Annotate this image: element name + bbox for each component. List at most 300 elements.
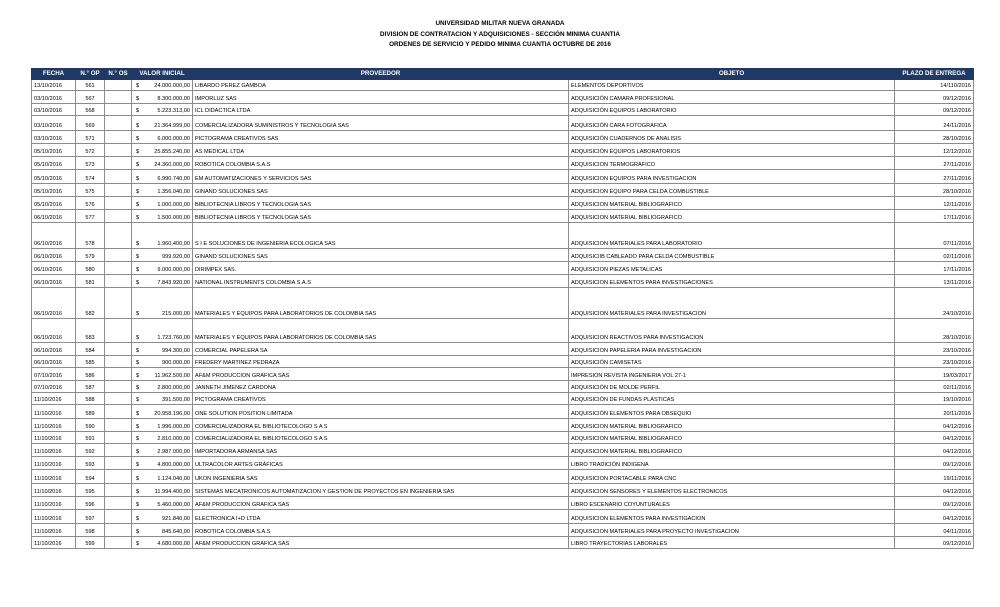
currency-symbol: $ — [136, 254, 140, 260]
valor-amount: 5.223.313,00 — [157, 108, 190, 114]
cell-plazo: 17/11/2016 — [895, 210, 974, 223]
valor-amount: 5.460.000,00 — [157, 502, 190, 508]
currency-symbol: $ — [136, 529, 140, 535]
cell-valor — [132, 497, 193, 510]
cell-valor — [132, 262, 193, 275]
cell-plazo: 19/03/2017 — [895, 368, 974, 381]
cell-fecha: 06/10/2016 — [32, 356, 76, 368]
cell-fecha: 11/10/2016 — [32, 470, 76, 484]
cell-valor — [132, 131, 193, 144]
currency-symbol: $ — [136, 373, 140, 379]
cell-proveedor: COMERCIALIZADORA SUMINISTROS Y TECNOLOGIA SAS — [193, 116, 569, 131]
valor-amount: 8.300.000,00 — [157, 96, 190, 102]
cell-os — [105, 524, 132, 537]
cell-op: 577 — [76, 210, 105, 223]
cell-fecha: 06/10/2016 — [32, 319, 76, 343]
cell-os — [105, 288, 132, 319]
cell-os — [105, 393, 132, 405]
column-header-objeto: OBJETO — [569, 69, 895, 80]
cell-proveedor: IMPORLUZ SAS — [193, 91, 569, 104]
valor-amount: 999.920,00 — [162, 254, 190, 260]
valor-amount: 24.360.000,00 — [154, 162, 190, 168]
document-header — [0, 19, 1000, 51]
valor-amount: 900.000,00 — [162, 360, 190, 366]
cell-op: 584 — [76, 343, 105, 356]
cell-objeto: ADQUISICION SENSORES Y ELEMENTOS ELECTRONICOS — [569, 484, 895, 497]
cell-plazo: 04/12/2016 — [895, 419, 974, 432]
cell-objeto: ADQUISICION MATERIAL BIBLIOGRAFICO — [569, 444, 895, 457]
cell-os — [105, 444, 132, 457]
table-row — [32, 223, 974, 249]
cell-valor — [132, 197, 193, 210]
cell-op: 571 — [76, 131, 105, 144]
valor-amount: 1.356.040,00 — [157, 189, 190, 195]
cell-proveedor: EM AUTOMATIZACIONES Y SERVICIOS SAS — [193, 170, 569, 184]
cell-op: 581 — [76, 275, 105, 288]
table-row — [32, 197, 974, 210]
valor-amount: 1.124.040,00 — [157, 476, 190, 482]
cell-plazo: 09/12/2016 — [895, 497, 974, 510]
cell-op: 574 — [76, 170, 105, 184]
currency-symbol: $ — [136, 411, 140, 417]
cell-fecha: 11/10/2016 — [32, 524, 76, 537]
cell-valor — [132, 80, 193, 91]
currency-symbol: $ — [136, 96, 140, 102]
cell-os — [105, 249, 132, 262]
table-row — [32, 116, 974, 131]
currency-symbol: $ — [136, 424, 140, 430]
cell-objeto: ADQUISICIÓN ELEMENTOS PARA OBSEQUIO — [569, 405, 895, 419]
table-row — [32, 524, 974, 537]
cell-fecha: 07/10/2016 — [32, 368, 76, 381]
cell-os — [105, 537, 132, 549]
cell-objeto: ADQUISICION MATERIALES PARA LABORATORIO — [569, 223, 895, 249]
cell-fecha: 03/10/2016 — [32, 131, 76, 144]
cell-op: 585 — [76, 356, 105, 368]
valor-amount: 1.000.000,00 — [157, 202, 190, 208]
table-row — [32, 470, 974, 484]
cell-fecha: 05/10/2016 — [32, 157, 76, 170]
cell-proveedor: ROBOTICA COLOMBIA S.A.S — [193, 157, 569, 170]
cell-fecha: 13/10/2016 — [32, 80, 76, 91]
cell-objeto: ADQUISICION PIEZAS METALICAS — [569, 262, 895, 275]
cell-objeto: ADQUISICIÓN CUADERNOS DE ANALISIS — [569, 131, 895, 144]
valor-amount: 21.364.999,00 — [154, 123, 190, 129]
column-header-os: N.° OS — [105, 69, 132, 80]
table-row — [32, 144, 974, 157]
currency-symbol: $ — [136, 311, 140, 317]
table-row — [32, 262, 974, 275]
cell-os — [105, 131, 132, 144]
cell-os — [105, 223, 132, 249]
cell-objeto: ADQUISICIIB CABLEADO PARA CELDA COMBUSTIBLE — [569, 249, 895, 262]
table-header-row — [32, 69, 974, 80]
cell-proveedor: NATIONAL INSTRUMENTS COLOMBIA S.A.S — [193, 275, 569, 288]
cell-proveedor: ONE SOLUTION POSITION LIMITADA — [193, 405, 569, 419]
cell-op: 598 — [76, 524, 105, 537]
cell-plazo: 17/11/2016 — [895, 262, 974, 275]
cell-proveedor: COMERCIALIZADORA EL BIBLIOTECOLOGO S A S — [193, 419, 569, 432]
cell-fecha: 11/10/2016 — [32, 444, 76, 457]
university-title: UNIVERSIDAD MILITAR NUEVA GRANADA — [435, 20, 565, 27]
cell-op: 586 — [76, 368, 105, 381]
valor-amount: 391.500,00 — [162, 397, 190, 403]
cell-os — [105, 419, 132, 432]
table-row — [32, 457, 974, 470]
cell-valor — [132, 405, 193, 419]
valor-amount: 1.996.000,00 — [157, 424, 190, 430]
cell-objeto: LIBRO TRADICIÓN INDIGENA — [569, 457, 895, 470]
valor-amount: 845.640,00 — [162, 529, 190, 535]
currency-symbol: $ — [136, 149, 140, 155]
cell-objeto: LIBRO TRAYECTORIAS LABORALES — [569, 537, 895, 549]
cell-fecha: 06/10/2016 — [32, 210, 76, 223]
cell-objeto: ADQUISICION MATERIALES PARA PROYECTO INVESTIGACION — [569, 524, 895, 537]
table-body — [32, 80, 974, 549]
valor-amount: 24.000.000,00 — [154, 83, 190, 89]
cell-os — [105, 210, 132, 223]
valor-amount: 1.723.760,00 — [157, 335, 190, 341]
cell-proveedor: BIBLIOTECNIA LIBROS Y TECNOLOGIA SAS — [193, 197, 569, 210]
cell-valor — [132, 249, 193, 262]
valor-amount: 7.843.920,00 — [157, 280, 190, 286]
cell-proveedor: ICL DIDACTICA LTDA — [193, 104, 569, 116]
cell-objeto: LIBRO ESCENARIO COYUNTURALES — [569, 497, 895, 510]
cell-valor — [132, 470, 193, 484]
cell-fecha: 11/10/2016 — [32, 405, 76, 419]
cell-op: 588 — [76, 393, 105, 405]
table-row — [32, 157, 974, 170]
cell-objeto: ADQUISICION TERMOGRAFICO — [569, 157, 895, 170]
cell-plazo: 23/10/2016 — [895, 343, 974, 356]
cell-fecha: 11/10/2016 — [32, 393, 76, 405]
table-row — [32, 405, 974, 419]
cell-proveedor: PICTOGRAMA CREATIVOS SAS — [193, 131, 569, 144]
currency-symbol: $ — [136, 476, 140, 482]
cell-plazo: 19/11/2016 — [895, 470, 974, 484]
cell-op: 582 — [76, 288, 105, 319]
valor-amount: 6.990.740,00 — [157, 176, 190, 182]
cell-os — [105, 170, 132, 184]
currency-symbol: $ — [136, 176, 140, 182]
cell-valor — [132, 343, 193, 356]
table-row — [32, 80, 974, 91]
cell-proveedor: GINAND SOLUCIONES SAS — [193, 249, 569, 262]
cell-fecha: 05/10/2016 — [32, 184, 76, 197]
cell-valor — [132, 223, 193, 249]
currency-symbol: $ — [136, 397, 140, 403]
cell-op: 576 — [76, 197, 105, 210]
cell-fecha: 06/10/2016 — [32, 223, 76, 249]
cell-objeto: ADQUISICION EQUIPO PARA CELDA COMBUSTIBLE — [569, 184, 895, 197]
currency-symbol: $ — [136, 241, 140, 247]
cell-plazo: 12/12/2016 — [895, 144, 974, 157]
cell-fecha: 11/10/2016 — [32, 457, 76, 470]
cell-plazo: 09/12/2016 — [895, 457, 974, 470]
cell-plazo: 20/11/2016 — [895, 405, 974, 419]
cell-op: 595 — [76, 484, 105, 497]
cell-plazo: 14/110/2016 — [895, 80, 974, 91]
cell-plazo: 09/12/2016 — [895, 537, 974, 549]
cell-op: 572 — [76, 144, 105, 157]
cell-plazo: 24/10/2016 — [895, 288, 974, 319]
cell-objeto: ADQUISICION EQUIPOS PARA INVESTIGACION — [569, 170, 895, 184]
table-row — [32, 210, 974, 223]
table-row — [32, 288, 974, 319]
valor-amount: 11.994.400,00 — [154, 489, 190, 495]
cell-os — [105, 484, 132, 497]
cell-proveedor: COMERCIALIZADORA EL BIBLIOTECOLOGO S A S — [193, 432, 569, 444]
cell-valor — [132, 356, 193, 368]
cell-op: 573 — [76, 157, 105, 170]
cell-fecha: 05/10/2016 — [32, 170, 76, 184]
cell-op: 580 — [76, 262, 105, 275]
table-row — [32, 537, 974, 549]
currency-symbol: $ — [136, 162, 140, 168]
cell-plazo: 02/11/2016 — [895, 249, 974, 262]
currency-symbol: $ — [136, 215, 140, 221]
cell-valor — [132, 184, 193, 197]
cell-valor — [132, 170, 193, 184]
currency-symbol: $ — [136, 108, 140, 114]
cell-op: 590 — [76, 419, 105, 432]
cell-fecha: 06/10/2016 — [32, 275, 76, 288]
valor-amount: 6.000.000,00 — [157, 136, 190, 142]
cell-fecha: 11/10/2016 — [32, 537, 76, 549]
cell-op: 589 — [76, 405, 105, 419]
cell-os — [105, 432, 132, 444]
cell-os — [105, 116, 132, 131]
cell-plazo: 02/11/2016 — [895, 381, 974, 393]
table-row — [32, 91, 974, 104]
column-header-fecha: FECHA — [32, 69, 76, 80]
cell-os — [105, 343, 132, 356]
valor-amount: 1.500.000,00 — [157, 215, 190, 221]
valor-amount: 921.840,00 — [162, 516, 190, 522]
currency-symbol: $ — [136, 83, 140, 89]
cell-proveedor: AF&M PRODUCCION GRAFICA SAS — [193, 497, 569, 510]
table-row — [32, 131, 974, 144]
cell-fecha: 11/10/2016 — [32, 510, 76, 524]
currency-symbol: $ — [136, 516, 140, 522]
cell-plazo: 09/12/2016 — [895, 91, 974, 104]
table-row — [32, 432, 974, 444]
cell-plazo: 04/11/2016 — [895, 524, 974, 537]
cell-plazo: 04/12/2016 — [895, 432, 974, 444]
cell-os — [105, 356, 132, 368]
currency-symbol: $ — [136, 385, 140, 391]
orders-table — [31, 68, 974, 549]
cell-fecha: 07/10/2016 — [32, 381, 76, 393]
cell-proveedor: GINAND SOLUCIONES SAS — [193, 184, 569, 197]
cell-objeto: ADQUISICIÓN CARA FOTOGRAFICA — [569, 116, 895, 131]
cell-os — [105, 405, 132, 419]
cell-fecha: 05/10/2016 — [32, 197, 76, 210]
division-title: DIVISION DE CONTRATACION Y ADQUISICIONES - SECCIÓN MINIMA CUANTIA — [379, 30, 621, 38]
cell-objeto: ADQUISICION PAPELERIA PARA INVESTIGACION — [569, 343, 895, 356]
table-row — [32, 368, 974, 381]
valor-amount: 20.958.196,00 — [154, 411, 190, 417]
currency-symbol: $ — [136, 502, 140, 508]
cell-proveedor: PICTOGRAMA CREATIVOS — [193, 393, 569, 405]
column-header-valor: VALOR INICIAL — [132, 69, 193, 80]
cell-proveedor: ELECTRONICA I+D LTDA — [193, 510, 569, 524]
cell-op: 579 — [76, 249, 105, 262]
cell-objeto: ADQUISICIÓN EQUIPOS LABORATORIO — [569, 104, 895, 116]
report-title: ORDENES DE SERVICIO Y PEDIDO MINIMA CUANTIA OCTUBRE DE 2016 — [389, 41, 611, 48]
column-header-proveedor: PROVEEDOR — [193, 69, 569, 80]
currency-symbol: $ — [136, 541, 140, 547]
cell-fecha: 11/10/2016 — [32, 419, 76, 432]
cell-fecha: 03/10/2016 — [32, 116, 76, 131]
valor-amount: 215.000,00 — [162, 311, 190, 317]
cell-proveedor: S I E SOLUCIONES DE INGENIERIA ECOLOGICA SAS — [193, 223, 569, 249]
cell-objeto: ADQUISICION REACTIVOS PARA INVESTIGACION — [569, 319, 895, 343]
valor-amount: 2.800.000,00 — [157, 385, 190, 391]
cell-op: 596 — [76, 497, 105, 510]
cell-plazo: 24/11/2016 — [895, 116, 974, 131]
table-row — [32, 510, 974, 524]
cell-fecha: 11/10/2016 — [32, 497, 76, 510]
cell-os — [105, 381, 132, 393]
cell-fecha: 06/10/2016 — [32, 288, 76, 319]
cell-fecha: 03/10/2016 — [32, 104, 76, 116]
cell-plazo: 13/11/2016 — [895, 275, 974, 288]
column-header-plazo: PLAZO DE ENTREGA — [895, 69, 974, 80]
cell-valor — [132, 275, 193, 288]
cell-proveedor: UKON INGENIERIA SAS — [193, 470, 569, 484]
cell-plazo: 12/11/2016 — [895, 197, 974, 210]
currency-symbol: $ — [136, 335, 140, 341]
currency-symbol: $ — [136, 280, 140, 286]
table-row — [32, 170, 974, 184]
cell-valor — [132, 457, 193, 470]
table-row — [32, 184, 974, 197]
cell-proveedor: FREDERY MARTINEZ PEDRAZA — [193, 356, 569, 368]
cell-os — [105, 470, 132, 484]
cell-os — [105, 319, 132, 343]
cell-valor — [132, 484, 193, 497]
cell-op: 587 — [76, 381, 105, 393]
valor-amount: 1.960.400,00 — [157, 241, 190, 247]
cell-fecha: 03/10/2016 — [32, 91, 76, 104]
cell-op: 597 — [76, 510, 105, 524]
cell-fecha: 06/10/2016 — [32, 343, 76, 356]
cell-plazo: 23/10/2016 — [895, 356, 974, 368]
cell-fecha: 06/10/2016 — [32, 249, 76, 262]
table-row — [32, 393, 974, 405]
cell-objeto: ADQUISICION MATERIAL BIBLIOGRAFICO — [569, 210, 895, 223]
cell-proveedor: MATERIALES Y EQUIPOS PARA LABORATORIOS DE COLOMBIA SAS — [193, 288, 569, 319]
cell-op: 561 — [76, 80, 105, 91]
cell-os — [105, 510, 132, 524]
table-row — [32, 249, 974, 262]
table-row — [32, 484, 974, 497]
cell-plazo: 04/12/2016 — [895, 484, 974, 497]
cell-objeto: ELEMENTOS DEPORTIVOS — [569, 80, 895, 91]
table-row — [32, 381, 974, 393]
cell-valor — [132, 510, 193, 524]
cell-proveedor: ULTRACOLOR ARTES GRÁFICAS — [193, 457, 569, 470]
cell-objeto: ADQUISICION MATERIAL BIBLIOGRAFICO — [569, 432, 895, 444]
currency-symbol: $ — [136, 123, 140, 129]
table-row — [32, 419, 974, 432]
cell-valor — [132, 144, 193, 157]
cell-plazo: 28/10/2016 — [895, 131, 974, 144]
cell-plazo: 07/11/2016 — [895, 223, 974, 249]
cell-valor — [132, 393, 193, 405]
cell-fecha: 11/10/2016 — [32, 432, 76, 444]
table-row — [32, 356, 974, 368]
currency-symbol: $ — [136, 436, 140, 442]
cell-valor — [132, 381, 193, 393]
cell-op: 569 — [76, 116, 105, 131]
cell-proveedor: MATERIALES Y EQUIPOS PARA LABORATORIOS DE COLOMBIA SAS — [193, 319, 569, 343]
cell-valor — [132, 524, 193, 537]
cell-os — [105, 497, 132, 510]
cell-op: 593 — [76, 457, 105, 470]
cell-plazo: 04/12/2016 — [895, 444, 974, 457]
table-row — [32, 319, 974, 343]
cell-os — [105, 144, 132, 157]
valor-amount: 4.680.000,00 — [157, 541, 190, 547]
cell-op: 591 — [76, 432, 105, 444]
cell-proveedor: AS MEDICAL LTDA — [193, 144, 569, 157]
cell-proveedor: DIRIMPEX SAS. — [193, 262, 569, 275]
cell-plazo: 28/10/2016 — [895, 184, 974, 197]
cell-objeto: ADQUISICION MATERIALES PARA INVESTIGACION — [569, 288, 895, 319]
cell-objeto: ADQUISICIÓN CAMISETAS — [569, 356, 895, 368]
table-row — [32, 275, 974, 288]
cell-op: 592 — [76, 444, 105, 457]
cell-os — [105, 457, 132, 470]
table-row — [32, 444, 974, 457]
cell-op: 594 — [76, 470, 105, 484]
currency-symbol: $ — [136, 489, 140, 495]
table-row — [32, 343, 974, 356]
currency-symbol: $ — [136, 462, 140, 468]
cell-valor — [132, 419, 193, 432]
cell-os — [105, 91, 132, 104]
cell-objeto: IMPRESION REVISTA INGENIERIA VOL 27-1 — [569, 368, 895, 381]
cell-plazo: 19/10/2016 — [895, 393, 974, 405]
cell-op: 583 — [76, 319, 105, 343]
cell-valor — [132, 104, 193, 116]
cell-proveedor: JANNETH JIMENEZ CARDONA — [193, 381, 569, 393]
cell-op: 578 — [76, 223, 105, 249]
currency-symbol: $ — [136, 189, 140, 195]
cell-plazo: 27/11/2016 — [895, 157, 974, 170]
cell-valor — [132, 368, 193, 381]
cell-objeto: ADQUISICION ELEMENTOS PARA INVESTIGACION — [569, 510, 895, 524]
cell-fecha: 06/10/2016 — [32, 262, 76, 275]
cell-op: 575 — [76, 184, 105, 197]
cell-objeto: ADQUISICION PORTACABLE PARA CNC — [569, 470, 895, 484]
cell-plazo: 27/11/2016 — [895, 170, 974, 184]
cell-proveedor: SISTEMAS MECATRONICOS AUTOMATIZACION Y GESTION DE PROYECTOS EN INGENIERIA SAS — [193, 484, 569, 497]
cell-valor — [132, 91, 193, 104]
cell-valor — [132, 288, 193, 319]
cell-proveedor: AF&M PRODUCCION GRAFICA SAS — [193, 368, 569, 381]
cell-fecha: 11/10/2016 — [32, 484, 76, 497]
cell-op: 568 — [76, 104, 105, 116]
cell-proveedor: AF&M PRODUCCION GRAFICA SAS — [193, 537, 569, 549]
cell-os — [105, 184, 132, 197]
cell-objeto: ADQUISICION MATERIAL BIBLIOGRAFICO — [569, 197, 895, 210]
table-row — [32, 497, 974, 510]
cell-os — [105, 262, 132, 275]
cell-objeto: ADQUISICIÓN DE MOLDE PERFIL — [569, 381, 895, 393]
